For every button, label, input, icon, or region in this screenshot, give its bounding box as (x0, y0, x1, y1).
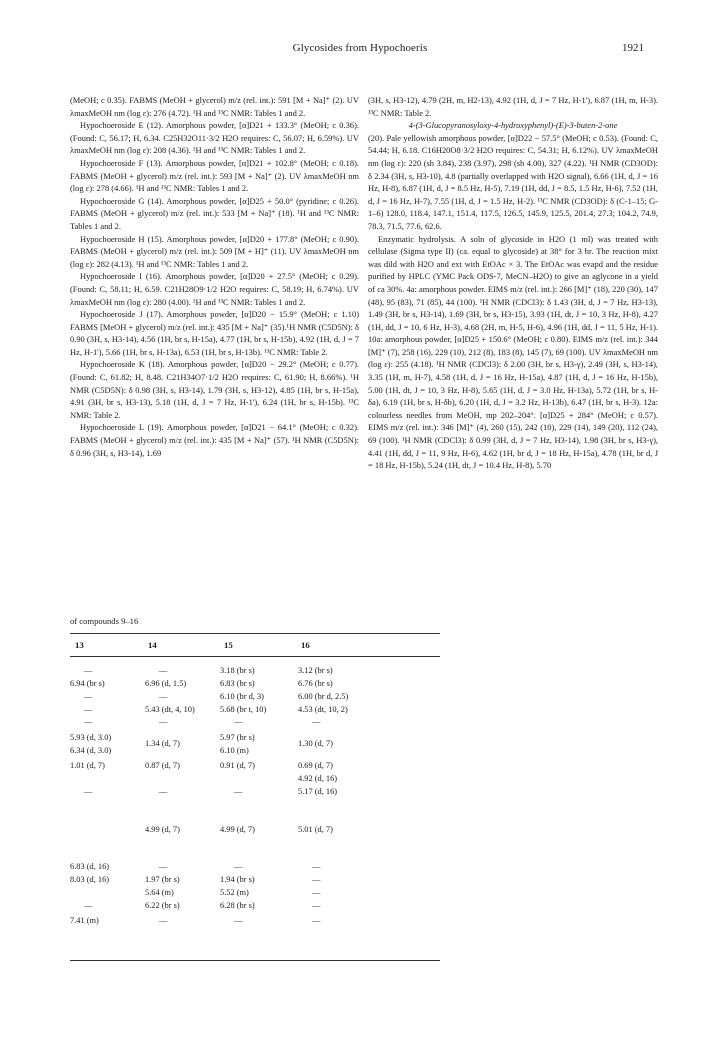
paragraph: (20). Pale yellowish amorphous powder, [α]D22 − 57.5° (MeOH; c 0.53). (Found: C, 54.44; H, 6.18. C16H20O8·3/2 H2O requires: C, 54.31; H, 6.12%). UV λmaxMeOH nm (log ε): 220 (sh 3.84), 238 (3.97), 298 (sh 4.00), 327 (4.22). ¹H NMR (CD3OD): δ 2.34 (3H, s, H3-10), 4.8 (partially overlapped with H2O signal), 6.66 (1H, d, J = 16 Hz, H-8), 6.87 (1H, d, J = 8.5 Hz, H-5), 7.19 (1H, dd, J = 8.5, 1.5 Hz, H-6), 7.52 (1H, d, J = 16 Hz, H-7), 7.55 (1H, d, J = 1.5 Hz, H-2). ¹³C NMR (CD3OD): δ (C-1–15; G-1–6) 128.0, 118.4, 147.1, 151.4, 117.5, 126.5, 145.9, 125.5, 201.4, 27.3; 104.2, 74.9, 78.3, 71.5, 77.6, 62.6. (368, 132, 658, 231)
table-cell: 6.10 (br d, 3) (220, 692, 264, 701)
table-cell: 4.99 (d, 7) (145, 825, 180, 834)
table-cell: 5.43 (dt, 4, 10) (145, 705, 195, 714)
table-cell: 5.68 (br t, 10) (220, 705, 267, 714)
table-cell: 6.00 (br d, 2.5) (298, 692, 349, 701)
paragraph: (MeOH; c 0.35). FABMS (MeOH + glycerol) m/z (rel. int.): 591 [M + Na]⁺ (2). UV λmaxMeOH nm (log ε): 276 (4.72). ¹H and ¹³C NMR: Tables 1 and 2. (70, 95, 359, 118)
table-top-rule (70, 633, 440, 634)
table-cell: 6.28 (br s) (220, 901, 255, 910)
table-header-cell: 16 (301, 640, 310, 650)
table-cell: 0.87 (d, 7) (145, 761, 180, 770)
table-cell: — (312, 901, 321, 910)
table-cell: — (312, 862, 321, 871)
table-cell: 7.41 (m) (70, 916, 99, 925)
table-cell: — (84, 787, 93, 796)
table-cell: — (84, 901, 93, 910)
table-cell: — (84, 717, 93, 726)
table-header-cell: 13 (75, 640, 84, 650)
table-cell: 4.99 (d, 7) (220, 825, 255, 834)
table-cell: 8.03 (d, 16) (70, 875, 110, 884)
table-cell: — (159, 717, 168, 726)
table-cell: — (312, 875, 321, 884)
table-cell: — (159, 916, 168, 925)
table-cell: 0.69 (d, 7) (298, 761, 333, 770)
table-cell: 6.10 (m) (220, 746, 249, 755)
table-cell: — (234, 916, 243, 925)
paragraph: Hypochoeroside F (13). Amorphous powder, [α]D21 + 102.8° (MeOH; c 0.18). FABMS (MeOH + glycerol) m/z (rel. int.): 593 [M + Na]⁺ (2). UV λmaxMeOH nm (log ε): 278 (4.66). ¹H and ¹³C NMR: Tables 1 and 2. (70, 157, 359, 194)
table-cell: 1.97 (br s) (145, 875, 180, 884)
left-text-column (70, 94, 359, 459)
paragraph: (3H, s, H3-12), 4.79 (2H, m, H2-13), 4.92 (1H, d, J = 7 Hz, H-1'), 6.87 (1H, m, H-3). ¹³C NMR: Table 2. (368, 95, 658, 118)
paragraph: Enzymatic hydrolysis. A soln of glycoside in H2O (1 ml) was treated with cellulase (Sigma type II) (ca. equal to glycoside) at 38° for 3 hr. The reaction mixt was dild with H2O and ext with EtOAc × 3. The EtOAc was evapd and the residue purified by HPLC (YMC Pack ODS-7, MeCN–H2O) to give an aglycone in a yield of ca 30%. 4a: amorphous powder. EIMS m/z (rel. int.): 266 [M]⁺ (18), 220 (30), 147 (48), 95 (83), 71 (85), 44 (100). ¹H NMR (CDCl3): δ 1.43 (3H, d, J = 7 Hz, H3-13), 1.49 (3H, br s, H3-14), 1.69 (3H, br s, H3-15), 3.93 (1H, dt, J = 10, 3 Hz, H-8), 4.27 (1H, dd, J = 10, 6 Hz, H-3), 4.68 (2H, m, H-5, H-6), 4.96 (1H, dd, J = 11, 5 Hz, H-1). 10a: amorphous powder, [α]D25 + 150.6° (MeOH; c 0.80). EIMS m/z (rel. int.): 344 [M]⁺ (7), 258 (16), 229 (10), 212 (8), 183 (8), 145 (7), 69 (100). UV λmaxMeOH nm (log ε): 255 (4.18). ¹H NMR (CDCl3): δ 2.00 (3H, br s, H3-γ), 2.49 (3H, s, H3-14), 3.35 (1H, m, H-7), 4.58 (1H, d, J = 16 Hz, H-15a), 4.87 (1H, d, J = 16 Hz, H-15b), 5.00 (1H, dt, J = 10, 3 Hz, H-8), 5.65 (1H, d, J = 3.0 Hz, H-13a), 5.72 (1H, br s, H-δa), 6.19 (1H, br s, H-δb), 6.20 (1H, d, J = 3.2 Hz, H-13b), 6.47 (1H, br s, H-3). 12a: colourless needles from MeOH, mp 202–204°. [α]D25 + 284° (MeOH; c 0.57). EIMS m/z (rel. int.): 346 [M]⁺ (4), 260 (15), 242 (10), 229 (14), 149 (20), 112 (24), 69 (100). ¹H NMR (CDCl3): δ 0.99 (3H, d, J = 7 Hz, H3-14), 1.98 (3H, br s, H3-γ), 4.41 (1H, dd, J = 11, 9 Hz, H-6), 4.62 (1H, br d, J = 18 Hz, H-15a), 4.78 (1H, br d, J = 18 Hz, H-15b), 5.24 (1H, dt, J = 10.4 Hz, H-8), 5.70 (368, 233, 658, 471)
table-caption: of compounds 9–16 (70, 616, 139, 626)
table-cell: 3.18 (br s) (220, 666, 255, 675)
table-cell: — (234, 787, 243, 796)
table-cell: — (159, 787, 168, 796)
table-cell: — (234, 717, 243, 726)
table-cell: 6.76 (br s) (298, 679, 333, 688)
table-cell: 5.01 (d, 7) (298, 825, 333, 834)
table-cell: 5.64 (m) (145, 888, 174, 897)
table-cell: 6.96 (d, 1.5) (145, 679, 187, 688)
table-bottom-rule (70, 960, 440, 961)
table-cell: — (159, 862, 168, 871)
paragraph: Hypochoeroside E (12). Amorphous powder, [α]D21 + 133.3° (MeOH; c 0.36). (Found: C, 56.17; H, 6.34. C25H32O11·3/2 H2O requires: C, 56.07; H, 6.59%). UV λmaxMeOH nm (log ε): 208 (4.36). ¹H and ¹³C NMR: Tables 1 and 2. (70, 120, 359, 156)
right-text-column (368, 94, 658, 472)
paragraph: Hypochoeroside K (18). Amorphous powder, [α]D20 − 29.2° (MeOH; c 0.77). (Found: C, 61.82; H, 8.48. C21H34O7·1/2 H2O requires: C, 61.90; H, 8.66%). ¹H NMR (C5D5N): δ 0.98 (3H, s, H3-14), 1.79 (3H, s, H3-12), 4.85 (1H, br s, H-15a), 4.91 (3H, br s, H3-13), 5.18 (1H, d, J = 7 Hz, H-1'), 6.24 (1H, br s, H-15b). ¹³C NMR: Table 2. (70, 359, 359, 420)
table-cell: 0.91 (d, 7) (220, 761, 255, 770)
table-cell: 1.34 (d, 7) (145, 739, 180, 748)
table-cell: 1.94 (br s) (220, 875, 255, 884)
table-cell: — (84, 666, 93, 675)
compound-heading: 4-(3-Glucopyranosyloxy-4-hydroxyphenyl)-(E)-3-buten-2-one (408, 120, 618, 131)
running-title: Glycosides from Hypochoeris (292, 42, 428, 54)
paragraph: Hypochoeroside J (17). Amorphous powder, [α]D20 − 15.9° (MeOH; c 1.10) FABMS [MeOH + glycerol) m/z (rel. int.): 435 [M + Na]⁺ (35).¹H NMR (C5D5N): δ 0.90 (3H, s, H3-14), 4.56 (1H, br s, H-15a), 4.77 (1H, br s, H-15b), 4.92 (1H, d, J = 7 Hz, H-1'), 5.66 (1H, br s, H-13a), 6.53 (1H, br s, H-13b). ¹³C NMR: Table 2. (70, 309, 359, 357)
table-cell: — (159, 692, 168, 701)
table-cell: 1.01 (d, 7) (70, 761, 105, 770)
table-cell: 6.34 (d, 3.0) (70, 746, 112, 755)
table-cell: — (84, 705, 93, 714)
table-cell: 5.17 (d, 16) (298, 787, 338, 796)
table-cell: 4.53 (dt, 10, 2) (298, 705, 348, 714)
table-cell: 1.30 (d, 7) (298, 739, 333, 748)
table-cell: 6.83 (br s) (220, 679, 255, 688)
paragraph: Hypochoeroside L (19). Amorphous powder, [α]D21 − 64.1° (MeOH; c 0.32). FABMS (MeOH + glycerol) m/z (rel. int.): 435 [M + Na]⁺ (57). ¹H NMR (C5D5N): δ 0.96 (3H, s, H3-14), 1.69 (70, 422, 359, 458)
paragraph: Hypochoeroside H (15). Amorphous powder, [α]D20 + 177.8° (MeOH; c 0.90). FABMS (MeOH + glycerol) m/z (rel. int.): 509 [M + H]⁺ (11). UV λmaxMeOH nm (log ε): 282 (4.13). ¹H and ¹³C NMR: Tables 1 and 2. (70, 233, 359, 269)
table-header-cell: 15 (224, 640, 233, 650)
table-cell: 6.83 (d, 16) (70, 862, 110, 871)
paragraph: Hypochoeroside G (14). Amorphous powder, [α]D25 + 50.0° (pyridine; c 0.26). FABMS (MeOH + glycerol) m/z (rel. int.): 533 [M + Na]⁺ (18). ¹H and ¹³C NMR: Tables 1 and 2. (70, 195, 359, 231)
table-cell: — (84, 692, 93, 701)
paragraph: Hypochoeroside I (16). Amorphous powder, [α]D20 + 27.5° (MeOH; c 0.29). (Found: C, 58.11; H, 6.59. C21H28O9·1/2 H2O requires: C, 58.19; H, 6.74%). UV λmaxMeOH nm (log ε): 280 (4.00). ¹H and ¹³C NMR: Tables 1 and 2. (70, 271, 359, 307)
table-cell: — (312, 916, 321, 925)
table-cell: — (312, 888, 321, 897)
page-number: 1921 (622, 42, 644, 54)
table-cell: 6.22 (br s) (145, 901, 180, 910)
table-cell: — (159, 666, 168, 675)
table-cell: 5.93 (d, 3.0) (70, 733, 112, 742)
table-cell: — (234, 862, 243, 871)
table-cell: 4.92 (d, 16) (298, 774, 338, 783)
table-cell: — (312, 717, 321, 726)
table-cell: 5.52 (m) (220, 888, 249, 897)
table-header-rule (70, 656, 440, 657)
table-header-cell: 14 (148, 640, 157, 650)
table-cell: 3.12 (br s) (298, 666, 333, 675)
table-cell: 5.97 (br s) (220, 733, 255, 742)
table-cell: 6.94 (br s) (70, 679, 105, 688)
